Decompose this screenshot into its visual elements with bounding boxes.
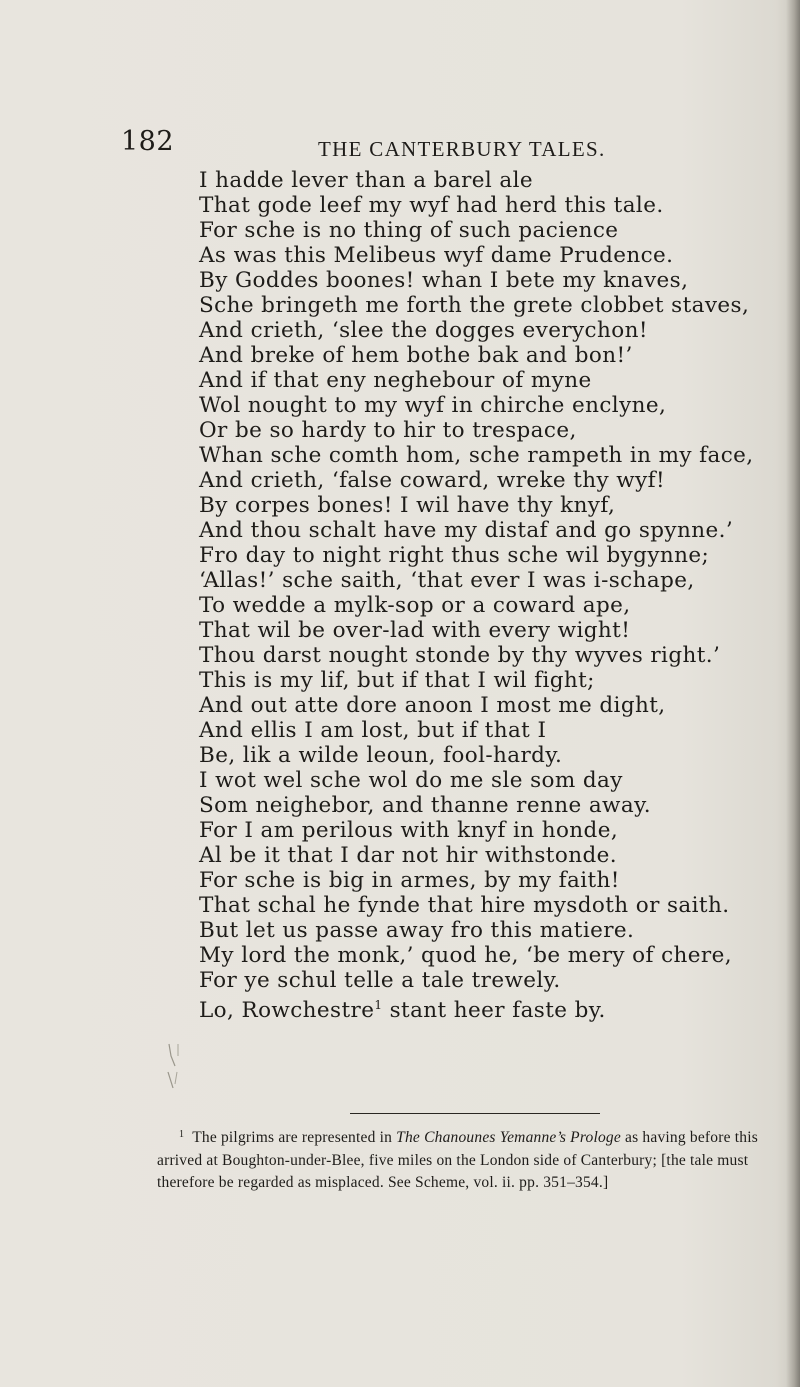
poem-line: And ellis I am lost, but if that I	[199, 718, 547, 743]
poem-line: That wil be over-lad with every wight!	[199, 618, 631, 643]
poem-line: Wol nought to my wyf in chirche enclyne,	[199, 393, 667, 418]
poem-line: I hadde lever than a barel ale	[199, 168, 534, 193]
poem-line: Whan sche comth hom, sche rampeth in my face,	[199, 443, 754, 468]
poem-text	[199, 168, 779, 1023]
poem-line: By corpes bones! I wil have thy knyf,	[199, 493, 616, 518]
pencil-margin-mark-icon	[166, 1042, 190, 1094]
poem-line: Al be it that I dar not hir withstonde.	[199, 843, 617, 868]
footnote-italic-title: The Chanounes Yemanne’s Prologe	[396, 1129, 621, 1146]
poem-line: ‘Allas!’ sche saith, ‘that ever I was i-schape,	[199, 568, 695, 593]
poem-line: But let us passe away fro this matiere.	[199, 918, 635, 943]
poem-line-last	[199, 993, 779, 1023]
footnote-text	[157, 1124, 787, 1195]
footnote	[157, 1124, 787, 1195]
poem-line: Be, lik a wilde leoun, fool-hardy.	[199, 743, 563, 768]
poem-line: By Goddes boones! whan I bete my knaves,	[199, 268, 689, 293]
poem-line: Or be so hardy to hir to trespace,	[199, 418, 577, 443]
page-number: 182	[121, 126, 175, 157]
poem-line: As was this Melibeus wyf dame Prudence.	[199, 243, 674, 268]
poem-line: Som neighebor, and thanne renne away.	[199, 793, 652, 818]
page-edge-shadow	[786, 0, 800, 1387]
footnote-rule	[350, 1113, 600, 1114]
footnote-text-before: The pilgrims are represented in	[192, 1129, 397, 1146]
poem-line: Sche bringeth me forth the grete clobbet staves,	[199, 293, 750, 318]
poem-line: That gode leef my wyf had herd this tale.	[199, 193, 664, 218]
poem-line: Fro day to night right thus sche wil bygynne;	[199, 543, 710, 568]
poem-line: To wedde a mylk-sop or a coward ape,	[199, 593, 631, 618]
poem-line: My lord the monk,’ quod he, ‘be mery of chere,	[199, 943, 732, 968]
poem-line: And thou schalt have my distaf and go spynne.’	[199, 518, 734, 543]
footnote-marker: 1	[179, 1129, 185, 1140]
poem-line: And crieth, ‘false coward, wreke thy wyf!	[199, 468, 666, 493]
running-title: THE CANTERBURY TALES.	[318, 137, 606, 161]
poem-line: And out atte dore anoon I most me dight,	[199, 693, 666, 718]
poem-line: For sche is no thing of such pacience	[199, 218, 619, 243]
poem-line: I wot wel sche wol do me sle som day	[199, 768, 623, 793]
poem-line-tail: stant heer faste by.	[382, 998, 606, 1023]
poem-line: For ye schul telle a tale trewely.	[199, 968, 561, 993]
poem-line: And if that eny neghebour of myne	[199, 368, 592, 393]
footnote-reference[interactable]: 1	[374, 998, 383, 1012]
poem-line: For I am perilous with knyf in honde,	[199, 818, 619, 843]
poem-line: And crieth, ‘slee the dogges everychon!	[199, 318, 648, 343]
poem-line: For sche is big in armes, by my faith!	[199, 868, 620, 893]
poem-line: This is my lif, but if that I wil fight;	[199, 668, 595, 693]
footnote-text-after: as having before this arrived at Boughton-under-Blee, five miles on the London side of Canterbury; [the tale must therefore be regarded as misplaced. See Scheme, vol. ii. pp. 351–354.]	[157, 1129, 758, 1191]
poem-line: Thou darst nought stonde by thy wyves right.’	[199, 643, 721, 668]
poem-line: That schal he fynde that hire mysdoth or saith.	[199, 893, 730, 918]
poem-line-text: Lo, Rowchestre	[199, 998, 375, 1023]
poem-line: And breke of hem bothe bak and bon!’	[199, 343, 633, 368]
